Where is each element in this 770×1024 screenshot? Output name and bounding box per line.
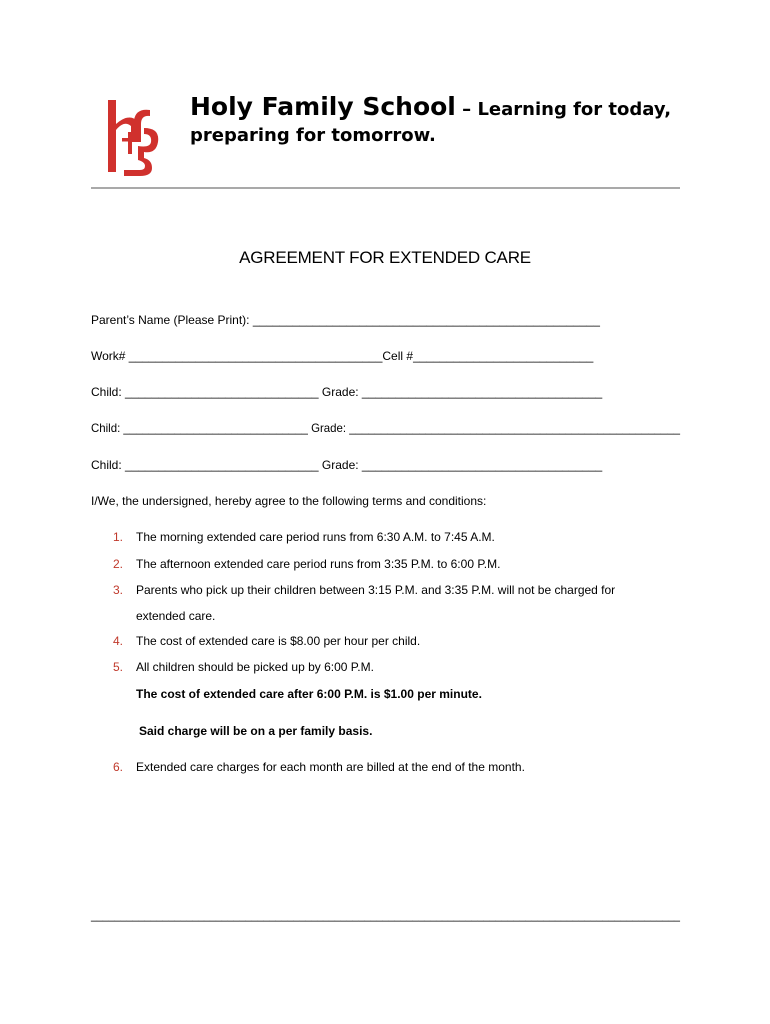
document-title: AGREEMENT FOR EXTENDED CARE (239, 248, 531, 267)
school-header (190, 92, 671, 121)
child-grade-field-2[interactable]: Child: _____________________________ Grade: ____________________________________________________ (91, 421, 680, 435)
child-grade-field-3[interactable]: Child: _____________________________ Grade: ____________________________________ (91, 458, 603, 472)
hfs-cross-logo-icon (104, 98, 162, 178)
term-text: The afternoon extended care period runs from 3:35 P.M. to 6:00 P.M. (136, 557, 501, 571)
term-text: Extended care charges for each month are billed at the end of the month. (136, 760, 525, 774)
child-grade-field-1[interactable]: Child: _____________________________ Grade: ____________________________________ (91, 385, 603, 399)
term-number: 4. (113, 634, 124, 648)
term-item-continued (113, 609, 215, 623)
late-fee-note: The cost of extended care after 6:00 P.M. is $1.00 per minute. (136, 687, 482, 701)
slogan-line-1: Learning for today, (477, 99, 672, 120)
term-text: The morning extended care period runs from 6:30 A.M. to 7:45 A.M. (136, 530, 495, 544)
term-number: 2. (113, 557, 124, 571)
term-number: 3. (113, 583, 124, 597)
work-cell-field[interactable]: Work# ______________________________________Cell #___________________________ (91, 349, 594, 363)
term-text: The cost of extended care is $8.00 per hour per child. (136, 634, 421, 648)
term-text: All children should be picked up by 6:00 P.M. (136, 660, 374, 674)
term-item (113, 530, 495, 544)
term-item (113, 557, 500, 571)
term-item (113, 634, 420, 648)
signature-line[interactable]: ___________________________________________________________________________________________________ (91, 908, 680, 922)
school-name: Holy Family School (190, 92, 456, 121)
term-item (113, 760, 525, 774)
term-text: Parents who pick up their children between 3:15 P.M. and 3:35 P.M. will not be charged for (136, 583, 616, 597)
family-basis-note: Said charge will be on a per family basis. (139, 724, 373, 738)
terms-intro: I/We, the undersigned, hereby agree to the following terms and conditions: (91, 494, 487, 508)
term-number: 6. (113, 760, 124, 774)
header-dash: – (455, 99, 478, 120)
slogan-line-2: preparing for tomorrow. (190, 125, 436, 146)
term-text: extended care. (136, 609, 216, 623)
term-number: 1. (113, 530, 124, 544)
term-number: 5. (113, 660, 124, 674)
term-item (113, 583, 615, 597)
header-divider (91, 187, 680, 189)
parent-name-field[interactable]: Parent’s Name (Please Print): ____________________________________________________ (91, 313, 600, 327)
term-item (113, 660, 374, 674)
